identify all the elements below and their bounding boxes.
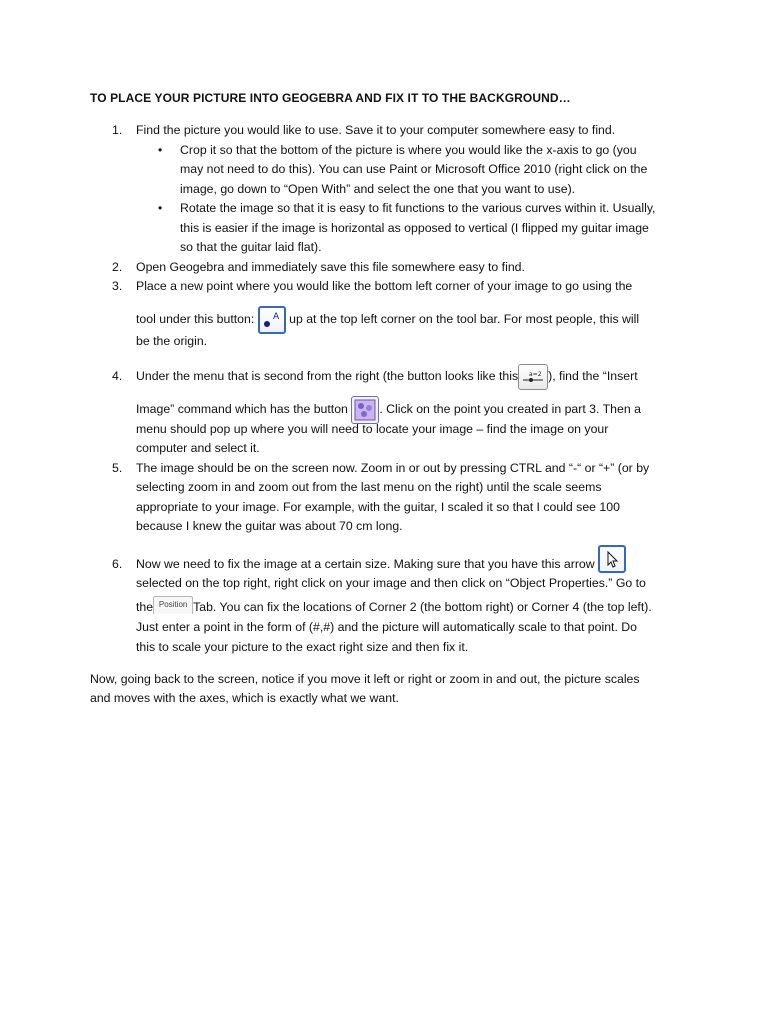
step-6-line-2: selected on the top right, right click on your image and then click on “Object Properties.” Go to <box>136 576 646 590</box>
step-4-line-2-before: Image” command which has the button <box>136 402 348 416</box>
step-2-text: Open Geogebra and immediately save this file somewhere easy to find. <box>136 260 525 274</box>
bullet-marker: • <box>158 201 163 215</box>
step-6-number: 6. <box>112 557 123 571</box>
bullet-b-line-3: so that the guitar laid flat). <box>180 240 322 254</box>
step-6-line-5: this to scale your picture to the exact right size and then fix it. <box>136 640 469 654</box>
slider-tool-icon <box>518 364 548 390</box>
step-5-line-2: selecting zoom in and zoom out from the last menu on the right) until the scale seems <box>136 480 602 494</box>
step-5-number: 5. <box>112 461 123 475</box>
step-6-line-3 <box>136 596 681 618</box>
step-4-line-1-before: Under the menu that is second from the right (the button looks like this <box>136 369 519 383</box>
new-point-tool-icon <box>258 306 286 334</box>
step-4-number: 4. <box>112 369 123 383</box>
svg-text:a=2: a=2 <box>529 370 542 378</box>
bullet-b-line-1: Rotate the image so that it is easy to fit functions to the various curves within it. Usually, <box>180 201 656 215</box>
step-6-line-4: Just enter a point in the form of (#,#) and the picture will automatically scale to that point. Do <box>136 620 638 634</box>
document-title: TO PLACE YOUR PICTURE INTO GEOGEBRA AND FIX IT TO THE BACKGROUND… <box>90 91 571 105</box>
step-6-line-3-before: the <box>136 600 154 614</box>
step-4-line-4: computer and select it. <box>136 441 260 455</box>
step-1-number: 1. <box>112 123 123 137</box>
step-5-line-1: The image should be on the screen now. Zoom in or out by pressing CTRL and “-“ or “+” (or by <box>136 461 650 475</box>
step-3-number: 3. <box>112 279 123 293</box>
step-4-line-3: menu should pop up where you will need to locate your image – find the image on your <box>136 422 609 436</box>
step-3-line-2-after: up at the top left corner on the tool bar. For most people, this will <box>289 312 640 326</box>
step-4-line-1 <box>136 361 681 391</box>
step-5-line-3: appropriate to your image. For example, with the guitar, I scaled it so that I could see 100 <box>136 500 620 514</box>
step-1-text: Find the picture you would like to use. Save it to your computer somewhere easy to find. <box>136 123 616 137</box>
position-tab: Position <box>153 596 193 614</box>
step-3-line-3: be the origin. <box>136 334 208 348</box>
step-4-line-2-after: . Click on the point you created in part 3. Then a <box>379 402 641 416</box>
closing-line-1: Now, going back to the screen, notice if you move it left or right or zoom in and out, the picture scales <box>90 672 640 686</box>
bullet-marker: • <box>158 143 163 157</box>
step-3-line-2-before: tool under this button: <box>136 312 255 326</box>
bullet-a-line-3: image, go down to “Open With” and select the one that you want to use). <box>180 182 576 196</box>
point-label-text: A <box>272 311 279 322</box>
bullet-a-line-2: may not need to do this). You can use Paint or Microsoft Office 2010 (right click on the <box>180 162 648 176</box>
closing-line-2: and moves with the axes, which is exactly what we want. <box>90 691 399 705</box>
step-4-line-1-after: ), find the “Insert <box>548 369 638 383</box>
bullet-b-line-2: this is easier if the image is horizontal as opposed to vertical (I flipped my guitar image <box>180 221 649 235</box>
bullet-a-line-1: Crop it so that the bottom of the picture is where you would like the x-axis to go (you <box>180 143 637 157</box>
step-5-line-4: because I knew the guitar was about 70 cm long. <box>136 519 403 533</box>
step-2-number: 2. <box>112 260 123 274</box>
step-3-line-2 <box>136 304 681 334</box>
step-6-line-3-after: Tab. You can fix the locations of Corner 2 (the bottom right) or Corner 4 (the top left). <box>193 600 652 614</box>
step-3-line-1: Place a new point where you would like the bottom left corner of your image to go using the <box>136 279 633 293</box>
step-6-line-1-before: Now we need to fix the image at a certain size. Making sure that you have this arrow <box>136 557 595 571</box>
move-arrow-tool-icon <box>598 545 626 573</box>
